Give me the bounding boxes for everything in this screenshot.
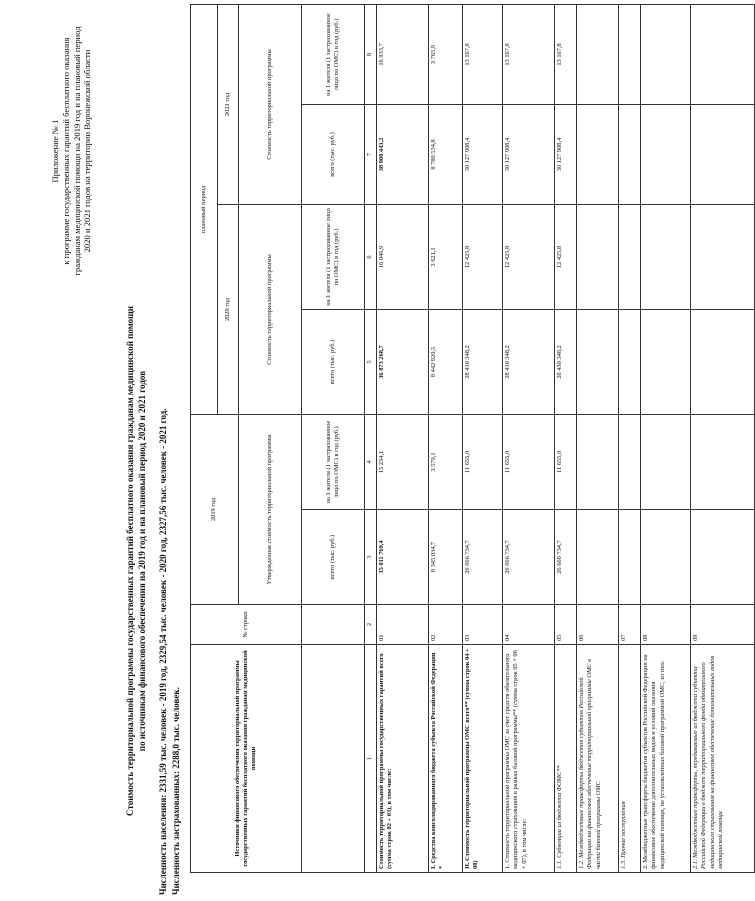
table-row xyxy=(619,4,641,872)
cell-value: 3 765,9 xyxy=(429,4,463,104)
table-row xyxy=(377,4,429,872)
appendix-line: Приложение № 1 xyxy=(50,119,60,183)
cell-value xyxy=(641,414,691,509)
cell-value xyxy=(619,510,641,605)
column-number: 8 xyxy=(365,4,377,104)
cell-value xyxy=(691,510,755,605)
cell-value: 30 127 908,4 xyxy=(463,104,503,204)
cell-value xyxy=(641,104,691,204)
cell-value xyxy=(691,414,755,509)
header-2020: 2020 год xyxy=(218,204,239,414)
column-number: 4 xyxy=(365,414,377,509)
row-number: 01 xyxy=(377,605,429,645)
column-number: 6 xyxy=(365,204,377,309)
header-cost-2020: Стоимость территориальной программы xyxy=(239,204,302,414)
row-number: 05 xyxy=(555,605,577,645)
row-number: 09 xyxy=(691,605,755,645)
cell-value xyxy=(577,309,619,414)
column-number: 7 xyxy=(365,104,377,204)
cell-value xyxy=(619,414,641,509)
table-row xyxy=(503,4,555,872)
cell-value: 28 430 348,2 xyxy=(555,309,577,414)
header-cost-2021: Стоимость территориальной программы xyxy=(239,4,302,204)
cell-value xyxy=(577,414,619,509)
header-planned-period: плановый период xyxy=(191,4,218,414)
header-per-resident-2019: на 1 жителя (1 застрахованное лицо по ОМС) в год (руб.) xyxy=(302,414,365,509)
appendix-line: 2020 и 2021 годов на территории Воронежской области xyxy=(82,49,93,253)
cell-value: 35 011 769,4 xyxy=(377,510,429,605)
header-total-2019: всего (тыс. руб.) xyxy=(302,510,365,605)
cell-value: 38 908 443,2 xyxy=(377,104,429,204)
cell-value: 26 666 734,7 xyxy=(503,510,555,605)
cell-value: 15 234,1 xyxy=(377,414,429,509)
column-number: 2 xyxy=(365,605,377,645)
document-title xyxy=(125,281,148,841)
column-number: 1 xyxy=(365,645,377,873)
table-row xyxy=(429,4,463,872)
row-label: 1.1. Субвенции из бюджета ФОМС** xyxy=(555,645,577,873)
cell-value: 8 780 534,8 xyxy=(429,104,463,204)
cell-value: 26 666 734,7 xyxy=(555,510,577,605)
cell-value xyxy=(641,510,691,605)
cell-value: 8 442 920,5 xyxy=(429,309,463,414)
header-per-resident-2020: на 1 жителя (1 застрахованное лицо по ОМС) в год (руб.) xyxy=(302,204,365,309)
cell-value: 28 430 348,2 xyxy=(463,309,503,414)
header-total-2021: всего (тыс. руб.) xyxy=(302,104,365,204)
cell-value xyxy=(691,4,755,104)
cell-value: 12 425,8 xyxy=(463,204,503,309)
row-number: 06 xyxy=(577,605,619,645)
header-approved-cost: Утвержденная стоимость территориальной программы xyxy=(239,414,302,604)
row-label: 1. Стоимость территориальной программы ОМС за счет средств обязательного медицинского страхования в рамках базовой программы** (сумма строк 05 + 06 + 07), в том числе: xyxy=(503,645,555,873)
title-line: Стоимость территориальной программы государственных гарантий бесплатного оказания гражданам медицинской помощи xyxy=(125,306,135,816)
header-2019: 2019 год xyxy=(191,414,239,604)
header-source: Источники финансового обеспечения территориальной программы государственных гарантий бесплатного оказания гражданам медицинской помощи xyxy=(191,645,302,873)
cell-value xyxy=(619,204,641,309)
row-number: 07 xyxy=(619,605,641,645)
cell-value xyxy=(619,4,641,104)
cell-value xyxy=(691,309,755,414)
cell-value: 13 167,8 xyxy=(555,4,577,104)
population-total: Численность населения: 2331,59 тыс. человек - 2019 год, 2329,54 тыс. человек - 2020 год, 2327,56 тыс. человек - 2021 год. xyxy=(158,408,168,895)
cell-value: 3 579,1 xyxy=(429,414,463,509)
column-number: 5 xyxy=(365,309,377,414)
table-row xyxy=(463,4,503,872)
cell-value xyxy=(577,4,619,104)
cost-table xyxy=(190,4,755,873)
row-number: 02 xyxy=(429,605,463,645)
header-blank xyxy=(302,645,365,873)
cell-value: 3 621,1 xyxy=(429,204,463,309)
cell-value xyxy=(577,510,619,605)
cell-value: 30 127 908,4 xyxy=(555,104,577,204)
cell-value: 28 430 348,2 xyxy=(503,309,555,414)
row-label: 2. Межбюджетные трансферты бюджетов субъектов Российской Федерации на финансовое обеспечение дополнительных видов и условий оказания медицинской помощи, не установленных базовой программой ОМС, из них: xyxy=(641,645,691,873)
header-2021: 2021 год xyxy=(218,4,239,204)
header-total-2020: всего (тыс. руб.) xyxy=(302,309,365,414)
cell-value xyxy=(691,204,755,309)
row-label: 1.2. Межбюджетные трансферты бюджетов субъектов Российской Федерации на финансовое обеспечение территориальной программы ОМС в части базовой программы ОМС xyxy=(577,645,619,873)
cell-value xyxy=(641,4,691,104)
cell-value: 16 046,9 xyxy=(377,204,429,309)
cell-value xyxy=(619,104,641,204)
column-number: 3 xyxy=(365,510,377,605)
table-row xyxy=(555,4,577,872)
table-row xyxy=(641,4,691,872)
cell-value xyxy=(641,204,691,309)
cell-value: 12 425,8 xyxy=(503,204,555,309)
cell-value: 8 345 034,7 xyxy=(429,510,463,605)
row-label: I. Средства консолидированного бюджета субъекта Российской Федерации * xyxy=(429,645,463,873)
cell-value xyxy=(577,104,619,204)
cell-value: 11 655,0 xyxy=(503,414,555,509)
cell-value: 36 873 268,7 xyxy=(377,309,429,414)
appendix-note xyxy=(50,1,93,301)
row-label: 1.3. Прочие поступления xyxy=(619,645,641,873)
cell-value: 11 655,0 xyxy=(555,414,577,509)
cell-value xyxy=(577,204,619,309)
cell-value: 13 167,8 xyxy=(463,4,503,104)
appendix-line: к программе государственных гарантий бесплатного оказания xyxy=(60,37,71,265)
cell-value: 30 127 908,4 xyxy=(503,104,555,204)
row-label: 2.1. Межбюджетные трансферты, передаваемые из бюджета субъекта Российской Федерации в бюджет территориального фонда обязательного медицинского страхования на финансовое обеспечение дополнительных видов медицинской помощи xyxy=(691,645,755,873)
row-number: 08 xyxy=(641,605,691,645)
cell-value: 26 666 734,7 xyxy=(463,510,503,605)
row-number: 04 xyxy=(503,605,555,645)
cell-value xyxy=(691,104,755,204)
cell-value: 12 425,8 xyxy=(555,204,577,309)
cell-value: 16 933,7 xyxy=(377,4,429,104)
appendix-line: гражданам медицинской помощи на 2019 год и на плановый период xyxy=(71,26,82,276)
table-row xyxy=(577,4,619,872)
table-row xyxy=(691,4,755,872)
cell-value: 13 167,8 xyxy=(503,4,555,104)
row-label: Стоимость территориальной программы государственных гарантий всего (сумма строк 02 + 03), в том числе: xyxy=(377,645,429,873)
header-row-number: № строки xyxy=(191,605,302,645)
cell-value: 11 655,0 xyxy=(463,414,503,509)
cell-value xyxy=(641,309,691,414)
population-insured: Численность застрахованных: 2288,0 тыс. человек. xyxy=(171,687,181,895)
title-line: по источникам финансового обеспечения на 2019 год и на плановый период 2020 и 2021 годов xyxy=(136,370,147,752)
cell-value xyxy=(619,309,641,414)
row-label: II. Стоимость территориальной программы ОМС всего** (сумма строк 04 + 08) xyxy=(463,645,503,873)
header-per-resident-2021: на 1 жителя (1 застрахованное лицо по ОМС) в год (руб.) xyxy=(302,4,365,104)
header-blank xyxy=(302,605,365,645)
row-number: 03 xyxy=(463,605,503,645)
